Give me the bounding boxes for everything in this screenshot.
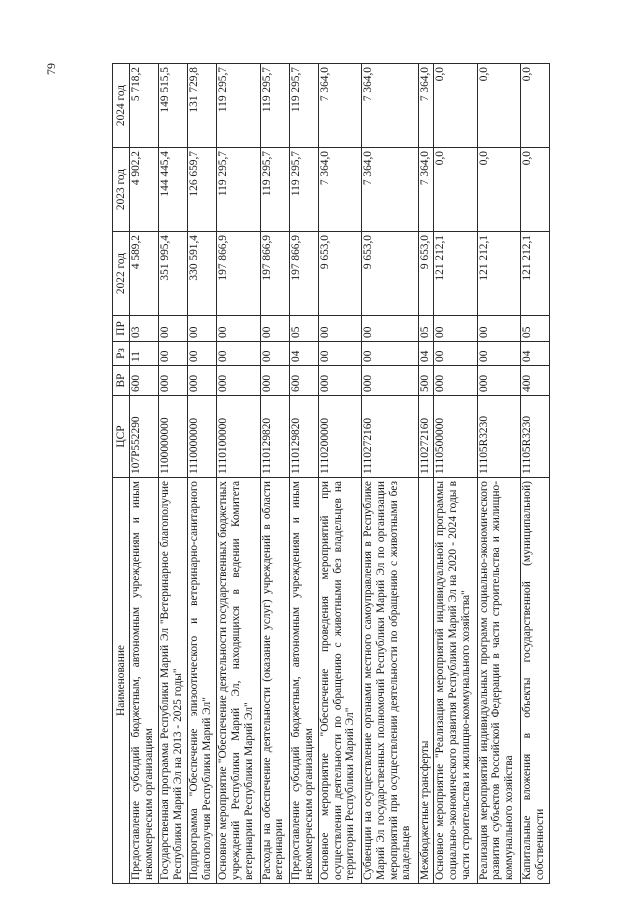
row-2024: 149 515,5	[159, 64, 188, 148]
row-pr: 00	[159, 316, 188, 342]
row-2022: 197 866,9	[289, 232, 318, 316]
row-name: Субвенции на осуществление органами местного самоуправления в Республике Марий Эл государственных полномочий Республики Марий Эл по организации мероприятий при осуществлении деятельности по обращению с животными без владельцев	[362, 478, 419, 884]
row-vr: 600	[130, 366, 159, 396]
row-2024: 7 364,0	[362, 64, 419, 148]
header-pr: ПР	[113, 316, 130, 342]
row-csr: 11105R3230	[477, 396, 520, 478]
row-csr: 1110000000	[188, 396, 217, 478]
row-2023: 0,0	[477, 148, 520, 232]
row-rz: 00	[188, 342, 217, 366]
row-rz: 04	[419, 342, 434, 366]
row-rz: 11	[130, 342, 159, 366]
row-2023: 144 445,4	[159, 148, 188, 232]
row-2022: 197 866,9	[260, 232, 289, 316]
row-2022: 121 212,1	[520, 232, 549, 316]
table-row	[159, 64, 188, 884]
row-rz: 00	[217, 342, 260, 366]
row-2022: 4 589,2	[130, 232, 159, 316]
row-pr: 05	[520, 316, 549, 342]
row-vr: 000	[434, 366, 477, 396]
row-vr: 500	[419, 366, 434, 396]
row-rz: 00	[318, 342, 361, 366]
row-rz: 04	[520, 342, 549, 366]
table-row	[419, 64, 434, 884]
row-vr: 000	[188, 366, 217, 396]
row-name: Предоставление субсидий бюджетным, автономным учреждениям и иным некоммерческим организациям	[289, 478, 318, 884]
row-rz: 04	[289, 342, 318, 366]
row-2024: 7 364,0	[318, 64, 361, 148]
row-rz: 00	[260, 342, 289, 366]
row-name: Расходы на обеспечение деятельности (оказание услуг) учреждений в области ветеринарии	[260, 478, 289, 884]
row-csr: 1110272160	[419, 396, 434, 478]
table-row	[477, 64, 520, 884]
row-2022: 121 212,1	[434, 232, 477, 316]
row-2023: 7 364,0	[419, 148, 434, 232]
row-2024: 119 295,7	[217, 64, 260, 148]
row-2024: 0,0	[520, 64, 549, 148]
row-2022: 9 653,0	[419, 232, 434, 316]
row-pr: 00	[434, 316, 477, 342]
header-2022: 2022 год	[113, 232, 130, 316]
row-name: Основное мероприятие "Реализация мероприятий индивидуальной программы социально-экономического развития Республики Марий Эл на 2020 - 2024 годы в части строительства и жилищно-коммунального хозяйства"	[434, 478, 477, 884]
table-row	[260, 64, 289, 884]
row-pr: 00	[217, 316, 260, 342]
row-pr: 05	[419, 316, 434, 342]
row-2024: 119 295,7	[260, 64, 289, 148]
row-2023: 119 295,7	[217, 148, 260, 232]
header-2023: 2023 год	[113, 148, 130, 232]
header-vr: ВР	[113, 366, 130, 396]
row-name: Основное мероприятие "Обеспечение проведения мероприятий при осуществлении деятельности по обращению с животными без владельцев на территории Республики Марий Эл"	[318, 478, 361, 884]
row-vr: 000	[477, 366, 520, 396]
row-csr: 11105R3230	[520, 396, 549, 478]
page-number-text: 79	[44, 63, 58, 75]
row-name: Основное мероприятие "Обеспечение деятельности государственных бюджетных учреждений Республики Марий Эл, находящихся в ведении Комитета ветеринарии Республики Марий Эл"	[217, 478, 260, 884]
row-rz: 00	[434, 342, 477, 366]
row-pr: 00	[477, 316, 520, 342]
row-rz: 00	[477, 342, 520, 366]
row-vr: 000	[217, 366, 260, 396]
budget-table	[112, 63, 550, 884]
row-csr: 1110100000	[217, 396, 260, 478]
row-rz: 00	[362, 342, 419, 366]
row-vr: 000	[159, 366, 188, 396]
row-csr: 107Р552290	[130, 396, 159, 478]
row-name: Реализация мероприятий индивидуальных программ социально-экономического развития субъектов Российской Федерации в части строительства и жилищно-коммунального хозяйства	[477, 478, 520, 884]
table-row	[217, 64, 260, 884]
row-2024: 7 364,0	[419, 64, 434, 148]
row-2022: 9 653,0	[362, 232, 419, 316]
row-pr: 03	[130, 316, 159, 342]
row-pr: 00	[260, 316, 289, 342]
budget-table-container	[112, 64, 550, 884]
page-number	[44, 0, 64, 904]
header-name: Наименование	[113, 478, 130, 884]
row-csr: 1110500000	[434, 396, 477, 478]
row-2024: 5 718,2	[130, 64, 159, 148]
row-2023: 4 902,2	[130, 148, 159, 232]
table-row	[362, 64, 419, 884]
row-2024: 131 729,8	[188, 64, 217, 148]
table-body	[130, 64, 550, 884]
row-csr: 1110129820	[289, 396, 318, 478]
row-name: Предоставление субсидий бюджетным, автономным учреждениям и иным некоммерческим организациям	[130, 478, 159, 884]
row-pr: 00	[188, 316, 217, 342]
row-2023: 119 295,7	[289, 148, 318, 232]
row-name: Межбюджетные трансферты	[419, 478, 434, 884]
row-csr: 1110272160	[362, 396, 419, 478]
row-csr: 1100000000	[159, 396, 188, 478]
row-2024: 0,0	[434, 64, 477, 148]
header-2024: 2024 год	[113, 64, 130, 148]
table-row	[289, 64, 318, 884]
table-row	[130, 64, 159, 884]
row-vr: 000	[362, 366, 419, 396]
row-name: Капитальные вложения в объекты государственной (муниципальной) собственности	[520, 478, 549, 884]
row-2022: 351 995,4	[159, 232, 188, 316]
row-csr: 1110129820	[260, 396, 289, 478]
row-2024: 0,0	[477, 64, 520, 148]
row-csr: 1110200000	[318, 396, 361, 478]
header-rz: Рз	[113, 342, 130, 366]
row-2024: 119 295,7	[289, 64, 318, 148]
row-name: Государственная программа Республики Марий Эл "Ветеринарное благополучие Республики Марий Эл на 2013 - 2025 годы"	[159, 478, 188, 884]
row-vr: 600	[289, 366, 318, 396]
row-pr: 00	[362, 316, 419, 342]
row-2023: 7 364,0	[318, 148, 361, 232]
table-header-row	[113, 64, 130, 884]
table-row	[520, 64, 549, 884]
row-vr: 000	[260, 366, 289, 396]
row-pr: 05	[289, 316, 318, 342]
row-2022: 197 866,9	[217, 232, 260, 316]
row-name: Подпрограмма "Обеспечение эпизоотического и ветеринарно-санитарного благополучия Республики Марий Эл"	[188, 478, 217, 884]
table-row	[188, 64, 217, 884]
row-2023: 126 659,7	[188, 148, 217, 232]
row-pr: 00	[318, 316, 361, 342]
row-2022: 9 653,0	[318, 232, 361, 316]
row-2023: 0,0	[520, 148, 549, 232]
row-rz: 00	[159, 342, 188, 366]
row-2023: 0,0	[434, 148, 477, 232]
row-2023: 119 295,7	[260, 148, 289, 232]
row-2022: 121 212,1	[477, 232, 520, 316]
table-row	[434, 64, 477, 884]
row-2022: 330 591,4	[188, 232, 217, 316]
row-vr: 400	[520, 366, 549, 396]
header-csr: ЦСР	[113, 396, 130, 478]
row-vr: 000	[318, 366, 361, 396]
table-row	[318, 64, 361, 884]
row-2023: 7 364,0	[362, 148, 419, 232]
